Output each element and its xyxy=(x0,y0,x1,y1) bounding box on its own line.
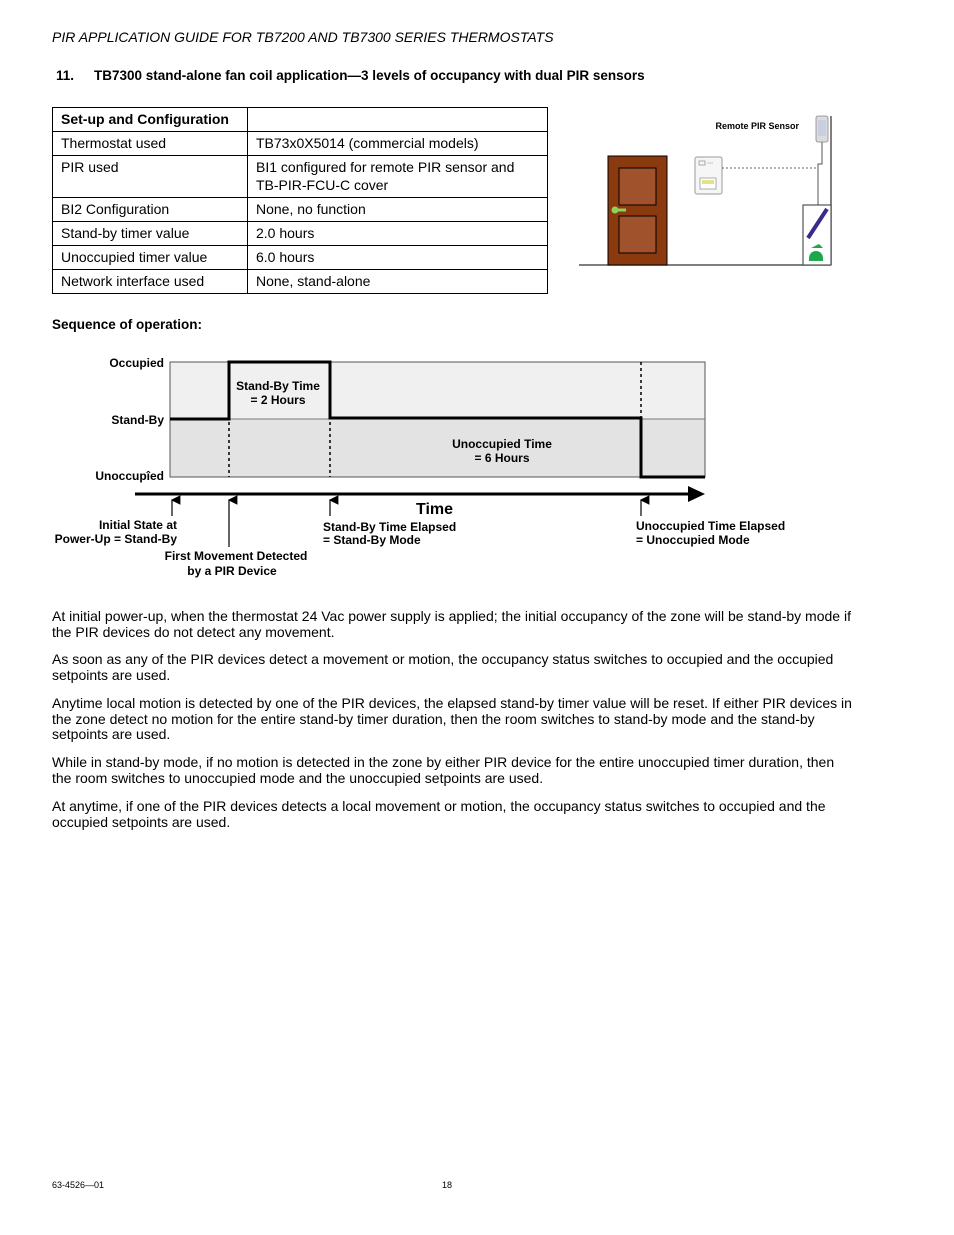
page-header: PIR APPLICATION GUIDE FOR TB7200 AND TB7300 SERIES THERMOSTATS xyxy=(52,29,554,45)
section-number: 11. xyxy=(56,68,75,83)
row-label: Unoccupied timer value xyxy=(53,246,248,270)
config-table xyxy=(52,107,548,294)
config-table-header xyxy=(53,108,548,132)
paragraph: At initial power-up, when the thermostat 24 Vac power supply is applied; the initial occupancy of the zone will be stand-by mode if the PIR devices do not detect any movement. xyxy=(52,608,851,640)
row-label: Network interface used xyxy=(53,270,248,294)
sensor-wire xyxy=(818,142,822,205)
initial-label-line1: Initial State at xyxy=(98,518,177,532)
config-header-value xyxy=(248,108,548,132)
movement-label-line1: First Movement Detected xyxy=(164,549,308,563)
door-icon xyxy=(608,156,667,265)
unoccupied-time-value: = 6 Hours xyxy=(474,451,530,465)
level-label-occupied: Occupied xyxy=(109,356,164,370)
fan-coil-icon xyxy=(803,205,831,265)
paragraph: At anytime, if one of the PIR devices detects a local movement or motion, the occupancy status switches to occupied and the occupied setpoints are used. xyxy=(52,798,826,830)
row-value: BI1 configured for remote PIR sensor and TB-PIR-FCU-C cover xyxy=(248,156,548,198)
occupancy-timing-chart xyxy=(40,350,840,585)
table-row xyxy=(53,246,548,270)
config-header-label: Set-up and Configuration xyxy=(53,108,248,132)
initial-label-line2: Power-Up = Stand-By xyxy=(54,532,177,546)
unocc-elapsed-label-line1: Unoccupied Time Elapsed xyxy=(636,519,786,533)
table-row xyxy=(53,222,548,246)
table-row xyxy=(53,198,548,222)
standby-time-value: = 2 Hours xyxy=(250,393,306,407)
unoccupied-band xyxy=(170,419,705,477)
time-axis-arrowhead xyxy=(688,486,705,502)
row-label: Stand-by timer value xyxy=(53,222,248,246)
level-label-standby: Stand-By xyxy=(111,413,164,427)
row-value: 2.0 hours xyxy=(248,222,548,246)
table-row xyxy=(53,270,548,294)
row-value: None, no function xyxy=(248,198,548,222)
standby-elapsed-label-line2: = Stand-By Mode xyxy=(323,533,421,547)
unoccupied-time-label: Unoccupied Time xyxy=(452,437,552,451)
paragraph: As soon as any of the PIR devices detect a movement or motion, the occupancy status switches to occupied and the occupied setpoints are used. xyxy=(52,651,834,683)
section-title-text: TB7300 stand-alone fan coil application—3 levels of occupancy with dual PIR sensors xyxy=(94,68,645,83)
table-row xyxy=(53,156,548,198)
section-title xyxy=(56,68,645,83)
paragraph: Anytime local motion is detected by one of the PIR devices, the elapsed stand-by timer value will be reset. If either PIR devices in the zone detect no motion for the entire stand-by timer duration, then the room switches to stand-by mode and the stand-by setpoints are used. xyxy=(52,695,852,742)
paragraph: While in stand-by mode, if no motion is detected in the zone by either PIR device for the entire unoccupied timer duration, then the room switches to unoccupied mode and the unoccupied setpoints are used. xyxy=(52,754,835,786)
standby-time-label: Stand-By Time xyxy=(236,379,320,393)
page-number: 18 xyxy=(442,1180,453,1190)
pir-sensor-icon xyxy=(816,116,828,142)
row-label: Thermostat used xyxy=(53,132,248,156)
room-diagram xyxy=(575,108,837,273)
sequence-title: Sequence of operation: xyxy=(52,317,203,332)
row-label: PIR used xyxy=(53,156,248,198)
table-row xyxy=(53,132,548,156)
remote-pir-label: Remote PIR Sensor xyxy=(715,121,799,131)
row-value: None, stand-alone xyxy=(248,270,548,294)
level-label-unoccupied: Unoccupîed xyxy=(95,469,164,483)
unocc-elapsed-label-line2: = Unoccupied Mode xyxy=(636,533,750,547)
movement-label-line2: by a PIR Device xyxy=(187,564,277,578)
row-label: BI2 Configuration xyxy=(53,198,248,222)
doc-number: 63-4526—01 xyxy=(52,1180,105,1190)
standby-elapsed-label-line1: Stand-By Time Elapsed xyxy=(323,520,457,534)
thermostat-icon xyxy=(695,157,722,194)
row-value: TB73x0X5014 (commercial models) xyxy=(248,132,548,156)
row-value: 6.0 hours xyxy=(248,246,548,270)
time-axis-label: Time xyxy=(416,501,454,518)
